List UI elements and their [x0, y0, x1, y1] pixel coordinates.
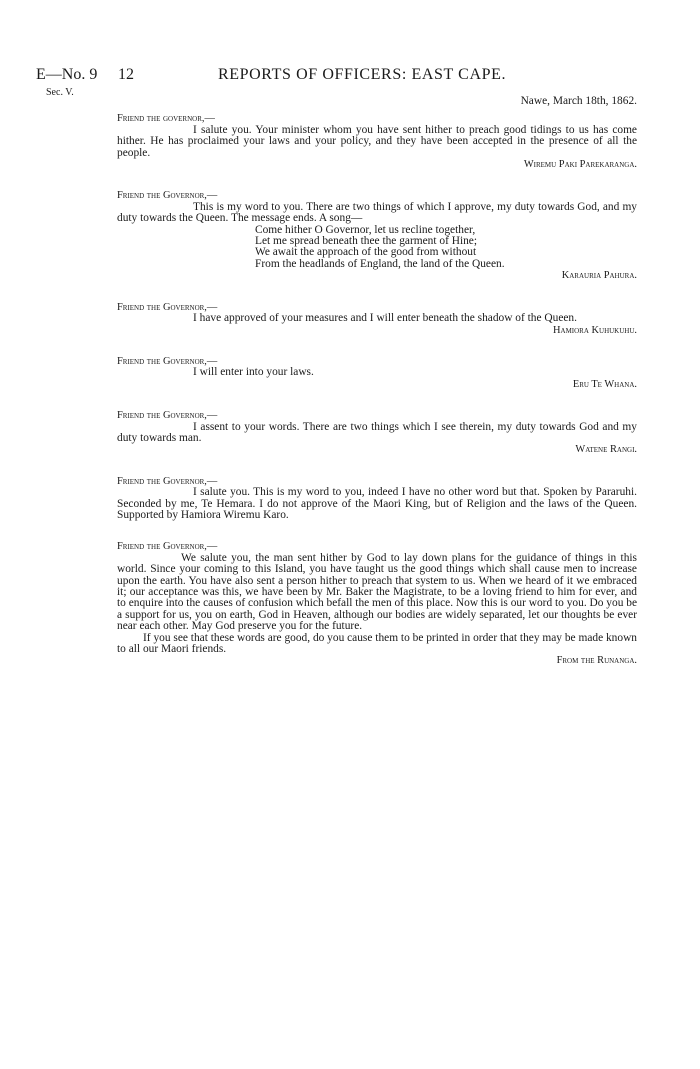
dateline: Nawe, March 18th, 1862. — [520, 95, 637, 107]
letter-4 — [117, 356, 637, 390]
running-title: REPORTS OF OFFICERS: EAST CAPE. — [218, 66, 507, 83]
letter-text: I assent to your words. There are two things which I see therein, my duty towards God and my duty towards man. — [117, 420, 637, 444]
salutation: Friend the Governor,— — [117, 355, 218, 367]
salutation: Friend the governor,— — [117, 113, 215, 125]
song-line: From the headlands of England, the land of the Queen. — [255, 257, 505, 270]
song-line: We await the approach of the good from without — [255, 246, 477, 259]
letter-3 — [117, 302, 637, 336]
song — [255, 225, 637, 271]
salutation: Friend the Governor,— — [117, 410, 218, 422]
signature: Karauria Pahura. — [561, 270, 637, 282]
letter-6 — [117, 476, 637, 522]
letter-7 — [117, 541, 637, 666]
letter-2 — [117, 190, 637, 281]
letter-text: I will enter into your laws. — [193, 366, 314, 379]
letter-text: I have approved of your measures and I will enter beneath the shadow of the Queen. — [193, 312, 577, 325]
song-line: Come hither O Governor, let us recline together, — [255, 223, 476, 236]
salutation: Friend the Governor,— — [117, 475, 218, 487]
salutation: Friend the Governor,— — [117, 301, 218, 313]
document-body — [117, 96, 637, 667]
signature: From the Runanga. — [556, 655, 637, 667]
salutation: Friend the Governor,— — [117, 190, 218, 202]
song-line: Let me spread beneath thee the garment of Hine; — [255, 235, 478, 248]
letter-text: We salute you, the man sent hither by God to lay down plans for the guidance of things in this world. Since your coming to this Island, you have taught us the good things which shall cause men to increase upon the earth. You have also sent a person hither to preach that system to us. When we heard of it we embraced it; our acceptance was this, we have been by Mr. Baker the Magistrate, to be a loving friend to him for ever, and to enquire into the causes of confusion which befall the men of this place. Now this is our word to you. Do you be a support for us, you on earth, God in Heaven, although our bodies are widely separated, let our thoughts be ever near each other. May God preserve you for the future. — [117, 551, 637, 633]
letter-text: If you see that these words are good, do you cause them to be printed in order that they may be made known to all our Maori friends. — [117, 631, 637, 656]
section-label: Sec. V. — [46, 87, 74, 98]
page-number: 12 — [118, 66, 134, 83]
letter-1 — [117, 113, 637, 170]
series-label: E—No. 9 — [36, 66, 98, 83]
letter-text: This is my word to you. There are two things of which I approve, my duty towards God, and my duty towards the Queen. The message ends. A song— — [117, 200, 637, 225]
letter-text: I salute you. This is my word to you, indeed I have no other word but that. Spoken by Pararuhi. Seconded by me, Te Hemara. I do not approve of the Maori King, but of Religion and the laws of the Queen. Supported by Hamiora Wiremu Karo. — [117, 486, 637, 521]
signature: Eru Te Whana. — [572, 378, 637, 390]
letter-text: I salute you. Your minister whom you have sent hither to preach good tidings to us has come hither. He has proclaimed your laws and your policy, and they have been accepted in the presence of all the people. — [117, 123, 637, 159]
signature: Wiremu Paki Parekaranga. — [523, 159, 637, 171]
signature: Hamiora Kuhukuhu. — [553, 324, 637, 336]
salutation: Friend the Governor,— — [117, 541, 218, 553]
signature: Watene Rangi. — [575, 444, 637, 456]
letter-5 — [117, 410, 637, 456]
